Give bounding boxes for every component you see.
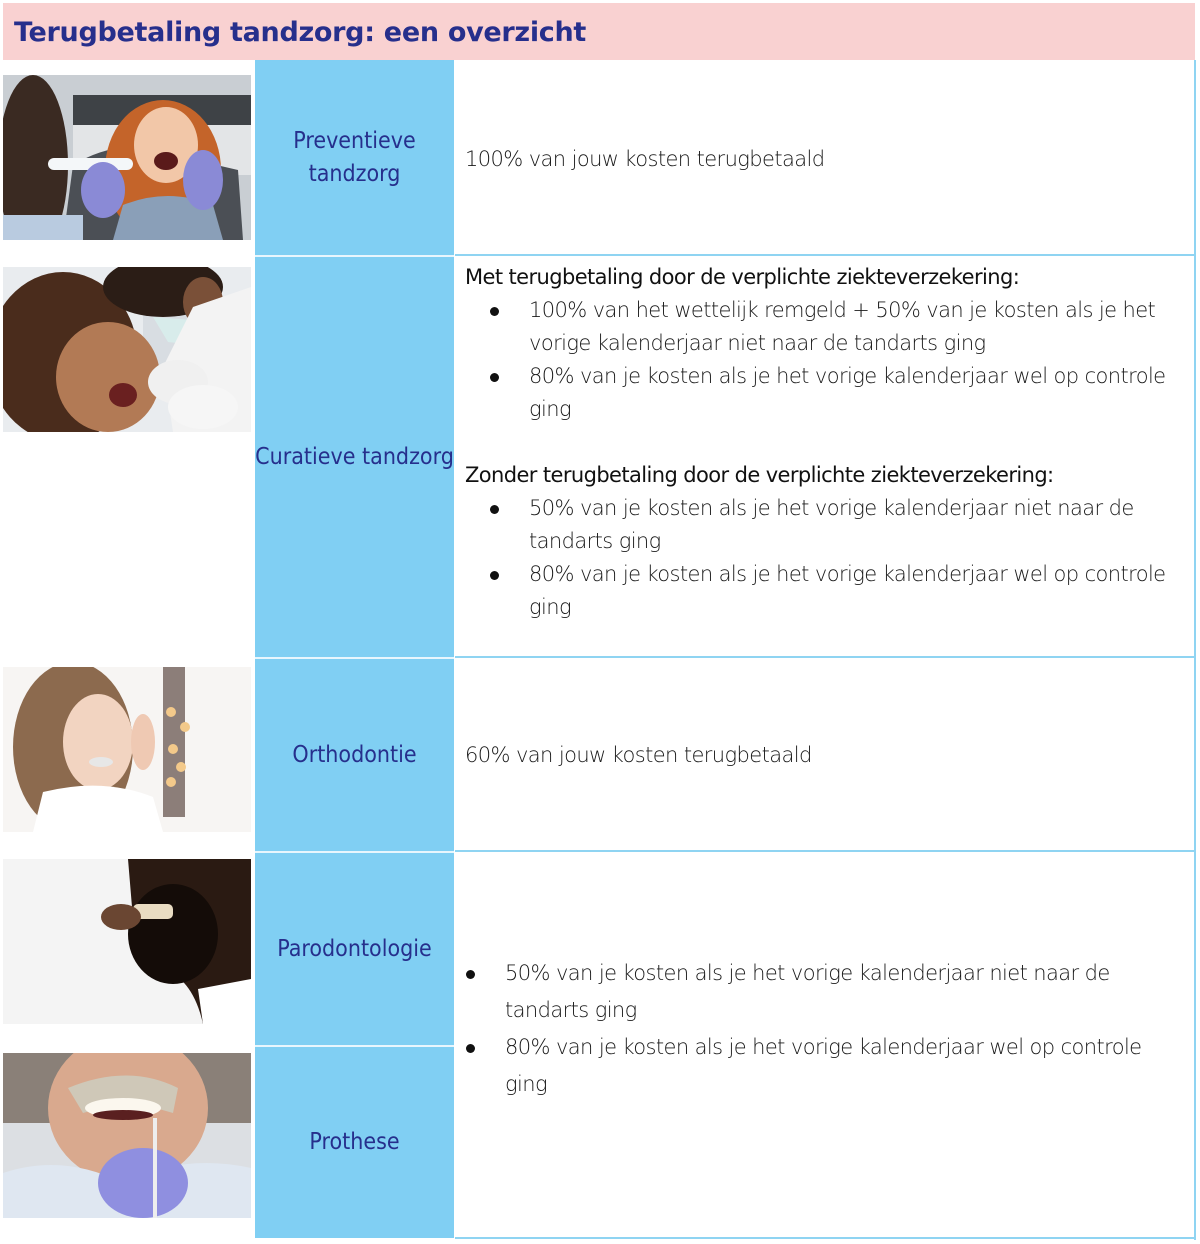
row-label: Parodontologie [277, 935, 432, 962]
content-curatieve [455, 261, 1195, 624]
bullet-list [465, 492, 1195, 624]
child-at-dentist-photo [3, 75, 251, 240]
bullet-icon [490, 307, 499, 316]
senior-man-dentures-photo [3, 1053, 251, 1218]
row-divider [455, 656, 1196, 658]
list-item: 50% van je kosten als je het vorige kalenderjaar niet naar de tandarts ging [465, 955, 1175, 1029]
label-cell-prothese [255, 1047, 454, 1238]
man-brushing-teeth-photo [3, 859, 251, 1024]
content-parodontologie-prothese [455, 955, 1195, 1103]
list-item: 80% van je kosten als je het vorige kalenderjaar wel op controle ging [465, 1029, 1175, 1103]
page-header [3, 3, 1195, 60]
row-divider [455, 850, 1196, 852]
section-heading: Zonder terugbetaling door de verplichte ziekteverzekering: [465, 463, 1054, 487]
row-label: Curatieve tandzorg [255, 443, 454, 470]
list-item: 80% van je kosten als je het vorige kalenderjaar wel op controle ging [465, 558, 1195, 624]
reimbursement-text: 60% van jouw kosten terugbetaald [465, 743, 812, 767]
label-cell-preventieve [255, 60, 454, 255]
bullet-list [465, 294, 1195, 426]
label-cell-parodontologie [255, 853, 454, 1045]
table-bottom-border [455, 1237, 1196, 1239]
bullet-list [465, 955, 1175, 1103]
bullet-icon [466, 970, 475, 979]
row-label: Prothese [309, 1129, 400, 1155]
bullet-icon [466, 1044, 475, 1053]
woman-dental-exam-photo [3, 267, 251, 432]
label-cell-orthodontie [255, 659, 454, 851]
reimbursement-text: 100% van jouw kosten terugbetaald [465, 147, 825, 171]
content-preventieve [455, 143, 1195, 176]
list-item: 80% van je kosten als je het vorige kalenderjaar wel op controle ging [465, 360, 1195, 426]
bullet-icon [490, 373, 499, 382]
page-title: Terugbetaling tandzorg: een overzicht [14, 17, 587, 48]
row-divider [455, 254, 1196, 256]
section-heading: Met terugbetaling door de verplichte ziekteverzekering: [465, 265, 1020, 289]
bullet-icon [490, 505, 499, 514]
bullet-icon [490, 571, 499, 580]
label-cell-curatieve [255, 257, 454, 657]
girl-with-braces-photo [3, 667, 251, 832]
list-item: 100% van het wettelijk remgeld + 50% van je kosten als je het vorige kalenderjaar niet naar de tandarts ging [465, 294, 1195, 360]
content-orthodontie [455, 739, 1195, 772]
list-item: 50% van je kosten als je het vorige kalenderjaar niet naar de tandarts ging [465, 492, 1195, 558]
row-label: Orthodontie [292, 741, 417, 768]
row-label: Preventieve tandzorg [293, 127, 416, 187]
